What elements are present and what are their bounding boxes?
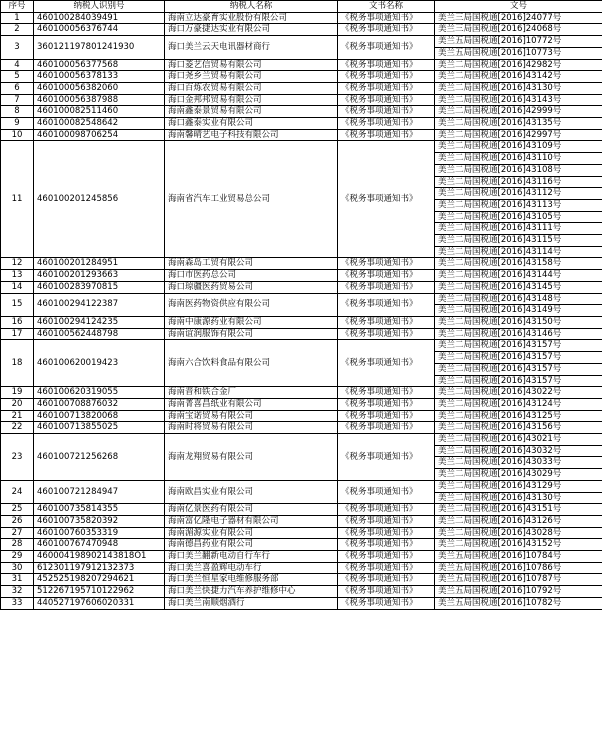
cell-ref: 美兰二局国税通[2016]43150号 [435,316,602,328]
table-row [1,387,602,399]
cell-name: 海南六合饮料食品有限公司 [165,340,338,387]
table-row [1,71,602,83]
cell-name: 海南亿景医药有限公司 [165,504,338,516]
table-row [1,106,602,118]
cell-doc: 《税务事项通知书》 [338,24,435,36]
cell-tin: 460100056378133 [34,71,165,83]
cell-ref: 美兰二局国税通[2016]43157号 [435,375,602,387]
table-row [1,527,602,539]
cell-tin: 460100620019423 [34,340,165,387]
cell-tin: 460100562448798 [34,328,165,340]
cell-ref: 美兰二局国税通[2016]43033号 [435,457,602,469]
cell-doc: 《税务事项通知书》 [338,527,435,539]
table-row [1,12,602,24]
cell-ref: 美兰二局国税通[2016]43142号 [435,71,602,83]
cell-ref: 美兰五局国税通[2016]10773号 [435,47,602,59]
cell-doc: 《税务事项通知书》 [338,586,435,598]
header-row [1,1,602,13]
cell-name: 海口菱艺信贸易有限公司 [165,59,338,71]
cell-name: 海口美兰云天电讯器材商行 [165,36,338,59]
cell-doc: 《税务事项通知书》 [338,387,435,399]
cell-tin: 360121197801241930 [34,36,165,59]
cell-seq: 10 [1,129,34,141]
cell-seq: 11 [1,141,34,258]
cell-doc: 《税务事项通知书》 [338,410,435,422]
cell-doc: 《税务事项通知书》 [338,12,435,24]
cell-tin: 460100620319055 [34,387,165,399]
cell-doc: 《税务事项通知书》 [338,36,435,59]
cell-tin: 460100713820068 [34,410,165,422]
cell-ref: 美兰二局国税通[2016]43029号 [435,469,602,481]
cell-seq: 21 [1,410,34,422]
cell-ref: 美兰五局国税通[2016]10787号 [435,574,602,586]
cell-seq: 24 [1,480,34,503]
table-row [1,24,602,36]
cell-tin: 460100708876032 [34,398,165,410]
cell-seq: 9 [1,118,34,130]
cell-tin: 460100056376744 [34,24,165,36]
table-row [1,586,602,598]
cell-ref: 美兰五局国税通[2016]10782号 [435,597,602,609]
table-row [1,434,602,446]
cell-doc: 《税务事项通知书》 [338,141,435,258]
cell-seq: 18 [1,340,34,387]
cell-seq: 16 [1,316,34,328]
cell-name: 海口金邦邦贸易有限公司 [165,94,338,106]
cell-ref: 美兰五局国税通[2016]10786号 [435,562,602,574]
cell-ref: 美兰二局国税通[2016]43021号 [435,434,602,446]
cell-ref: 美兰二局国税通[2016]43151号 [435,504,602,516]
table-row [1,36,602,48]
cell-tin: 460004198902143818O1 [34,551,165,563]
cell-seq: 13 [1,270,34,282]
cell-doc: 《税务事项通知书》 [338,551,435,563]
cell-tin: 460100735814355 [34,504,165,516]
cell-ref: 美兰二局国税通[2016]43157号 [435,340,602,352]
cell-tin: 460100760353319 [34,527,165,539]
cell-seq: 15 [1,293,34,316]
cell-seq: 22 [1,422,34,434]
header-ref: 文号 [435,1,602,13]
cell-ref: 美兰二局国税通[2016]43125号 [435,410,602,422]
cell-doc: 《税务事项通知书》 [338,398,435,410]
cell-name: 海南湄源实业有限公司 [165,527,338,539]
cell-name: 海南宝诺贸易有限公司 [165,410,338,422]
cell-seq: 17 [1,328,34,340]
cell-name: 海口琼疆医药贸易公司 [165,281,338,293]
cell-seq: 33 [1,597,34,609]
cell-name: 海南中康源药业有限公司 [165,316,338,328]
table-body [1,12,602,609]
cell-doc: 《税务事项通知书》 [338,434,435,481]
cell-ref: 美兰二局国税通[2016]43156号 [435,422,602,434]
cell-tin: 460100201284951 [34,258,165,270]
cell-doc: 《税务事项通知书》 [338,281,435,293]
cell-ref: 美兰二局国税通[2016]43152号 [435,539,602,551]
cell-doc: 《税务事项通知书》 [338,118,435,130]
header-name: 纳税人名称 [165,1,338,13]
cell-ref: 美兰五局国税通[2016]10772号 [435,36,602,48]
cell-ref: 美兰二局国税通[2016]42997号 [435,129,602,141]
cell-seq: 3 [1,36,34,59]
cell-name: 海口鑫泰实业有限公司 [165,118,338,130]
cell-name: 海南森岛工贸有限公司 [165,258,338,270]
cell-name: 海口美兰快捷力汽车养护维修中心 [165,586,338,598]
cell-ref: 美兰三局国税通[2016]24077号 [435,12,602,24]
cell-name: 海南德昌药业有限公司 [165,539,338,551]
cell-doc: 《税务事项通知书》 [338,480,435,503]
cell-seq: 27 [1,527,34,539]
table-row [1,258,602,270]
cell-name: 海南馨晴艺电子科技有限公司 [165,129,338,141]
cell-doc: 《税务事项通知书》 [338,340,435,387]
cell-name: 海口百炼农贸易有限公司 [165,82,338,94]
cell-ref: 美兰二局国税通[2016]43109号 [435,141,602,153]
cell-seq: 19 [1,387,34,399]
cell-tin: 460100283970815 [34,281,165,293]
header-tin: 纳税人识别号 [34,1,165,13]
cell-ref: 美兰二局国税通[2016]43135号 [435,118,602,130]
cell-ref: 美兰二局国税通[2016]43143号 [435,94,602,106]
cell-doc: 《税务事项通知书》 [338,293,435,316]
cell-tin: 460100294122387 [34,293,165,316]
cell-ref: 美兰二局国税通[2016]43028号 [435,527,602,539]
cell-tin: 460100721284947 [34,480,165,503]
cell-name: 海南省汽车工业贸易总公司 [165,141,338,258]
cell-tin: 452525198207294621 [34,574,165,586]
header-seq: 序号 [1,1,34,13]
table-row [1,422,602,434]
cell-seq: 29 [1,551,34,563]
table-row [1,480,602,492]
cell-ref: 美兰二局国税通[2016]43032号 [435,445,602,457]
cell-name: 海南欧昌实业有限公司 [165,480,338,503]
cell-name: 海南鑫泰景贸易有限公司 [165,106,338,118]
table-row [1,316,602,328]
cell-tin: 460100767470948 [34,539,165,551]
cell-doc: 《税务事项通知书》 [338,574,435,586]
cell-tin: 460100082548642 [34,118,165,130]
cell-name: 海口尧乡兰贸易有限公司 [165,71,338,83]
cell-ref: 美兰二局国税通[2016]43113号 [435,199,602,211]
cell-seq: 7 [1,94,34,106]
cell-ref: 美兰二局国税通[2016]43022号 [435,387,602,399]
cell-ref: 美兰二局国税通[2016]43108号 [435,164,602,176]
cell-tin: 460100056377568 [34,59,165,71]
cell-seq: 4 [1,59,34,71]
table-row [1,59,602,71]
cell-ref: 美兰二局国税通[2016]42999号 [435,106,602,118]
table-row [1,562,602,574]
cell-doc: 《税务事项通知书》 [338,328,435,340]
cell-tin: 460100056387988 [34,94,165,106]
cell-name: 海南晋和铁合金厂 [165,387,338,399]
cell-name: 海南谊润服饰有限公司 [165,328,338,340]
cell-seq: 32 [1,586,34,598]
cell-ref: 美兰二局国税通[2016]43110号 [435,153,602,165]
cell-doc: 《税务事项通知书》 [338,106,435,118]
header-doc: 文书名称 [338,1,435,13]
cell-tin: 460100201245856 [34,141,165,258]
cell-ref: 美兰五局国税通[2016]10784号 [435,551,602,563]
cell-name: 海南医药物资供应有限公司 [165,293,338,316]
cell-tin: 460100201293663 [34,270,165,282]
cell-seq: 28 [1,539,34,551]
cell-name: 海南菁喜昌纸业有限公司 [165,398,338,410]
table-row [1,574,602,586]
cell-name: 海口市医药总公司 [165,270,338,282]
cell-ref: 美兰二局国税通[2016]43130号 [435,82,602,94]
cell-doc: 《税务事项通知书》 [338,270,435,282]
cell-tin: 460100713855025 [34,422,165,434]
table-row [1,328,602,340]
cell-tin: 460100735820392 [34,515,165,527]
cell-seq: 30 [1,562,34,574]
cell-tin: 440527197606020331 [34,597,165,609]
cell-tin: 612301197912132373 [34,562,165,574]
cell-name: 海口美兰南顺烟酒行 [165,597,338,609]
table-row [1,281,602,293]
cell-ref: 美兰二局国税通[2016]43115号 [435,235,602,247]
cell-name: 海南龙翔贸易有限公司 [165,434,338,481]
cell-seq: 8 [1,106,34,118]
table-row [1,118,602,130]
table-row [1,515,602,527]
cell-seq: 12 [1,258,34,270]
cell-doc: 《税务事项通知书》 [338,504,435,516]
table-row [1,551,602,563]
cell-ref: 美兰二局国税通[2016]43126号 [435,515,602,527]
cell-ref: 美兰二局国税通[2016]43105号 [435,211,602,223]
cell-doc: 《税务事项通知书》 [338,71,435,83]
cell-doc: 《税务事项通知书》 [338,562,435,574]
table-row [1,141,602,153]
cell-tin: 460100098706254 [34,129,165,141]
cell-tin: 460100284039491 [34,12,165,24]
table-row [1,597,602,609]
cell-ref: 美兰二局国税通[2016]43129号 [435,480,602,492]
table-row [1,129,602,141]
cell-doc: 《税务事项通知书》 [338,597,435,609]
cell-name: 海口万豪捷达实业有限公司 [165,24,338,36]
cell-ref: 美兰二局国税通[2016]43124号 [435,398,602,410]
table-row [1,94,602,106]
table-row [1,340,602,352]
cell-seq: 25 [1,504,34,516]
cell-name: 海南立达豪育实业股份有限公司 [165,12,338,24]
cell-ref: 美兰二局国税通[2016]43130号 [435,492,602,504]
cell-ref: 美兰三局国税通[2016]24068号 [435,24,602,36]
cell-ref: 美兰二局国税通[2016]43158号 [435,258,602,270]
cell-ref: 美兰二局国税通[2016]42982号 [435,59,602,71]
table-row [1,398,602,410]
cell-ref: 美兰二局国税通[2016]43112号 [435,188,602,200]
cell-ref: 美兰二局国税通[2016]43149号 [435,305,602,317]
cell-seq: 6 [1,82,34,94]
cell-doc: 《税务事项通知书》 [338,422,435,434]
cell-doc: 《税务事项通知书》 [338,82,435,94]
cell-tin: 512267195710122962 [34,586,165,598]
cell-tin: 460100294124235 [34,316,165,328]
cell-doc: 《税务事项通知书》 [338,515,435,527]
cell-seq: 2 [1,24,34,36]
cell-seq: 23 [1,434,34,481]
cell-ref: 美兰二局国税通[2016]43114号 [435,246,602,258]
cell-name: 海口美兰恒星家电维修服务部 [165,574,338,586]
cell-ref: 美兰二局国税通[2016]43116号 [435,176,602,188]
cell-doc: 《税务事项通知书》 [338,94,435,106]
cell-ref: 美兰二局国税通[2016]43157号 [435,352,602,364]
table-row [1,504,602,516]
cell-tin: 460100056382060 [34,82,165,94]
table-row [1,293,602,305]
table-row [1,539,602,551]
cell-seq: 5 [1,71,34,83]
cell-seq: 1 [1,12,34,24]
cell-name: 海南富亿隆电子器材有限公司 [165,515,338,527]
cell-doc: 《税务事项通知书》 [338,59,435,71]
cell-ref: 美兰二局国税通[2016]43148号 [435,293,602,305]
cell-seq: 20 [1,398,34,410]
cell-doc: 《税务事项通知书》 [338,258,435,270]
cell-name: 海口美兰喜盈辉电动车行 [165,562,338,574]
cell-ref: 美兰五局国税通[2016]10792号 [435,586,602,598]
cell-ref: 美兰二局国税通[2016]43146号 [435,328,602,340]
cell-ref: 美兰二局国税通[2016]43111号 [435,223,602,235]
cell-seq: 14 [1,281,34,293]
cell-doc: 《税务事项通知书》 [338,539,435,551]
cell-doc: 《税务事项通知书》 [338,129,435,141]
cell-tin: 460100082511460 [34,106,165,118]
cell-tin: 460100721256268 [34,434,165,481]
cell-seq: 31 [1,574,34,586]
cell-ref: 美兰二局国税通[2016]43145号 [435,281,602,293]
cell-name: 海南时将贸易有限公司 [165,422,338,434]
cell-doc: 《税务事项通知书》 [338,316,435,328]
table-row [1,270,602,282]
table-row [1,82,602,94]
cell-ref: 美兰二局国税通[2016]43157号 [435,363,602,375]
cell-ref: 美兰二局国税通[2016]43144号 [435,270,602,282]
cell-seq: 26 [1,515,34,527]
cell-name: 海口美兰翻新电动自行车行 [165,551,338,563]
table-row [1,410,602,422]
